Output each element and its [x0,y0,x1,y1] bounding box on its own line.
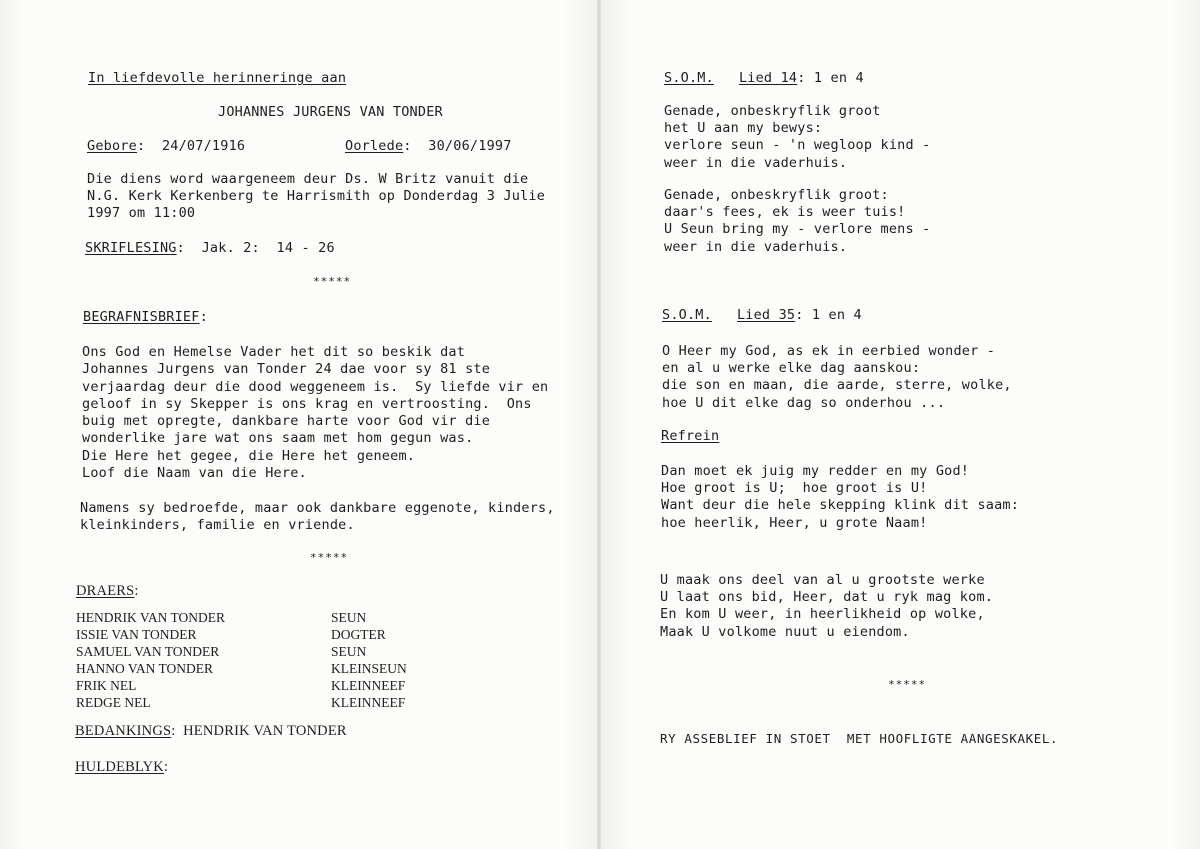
born-value: : 24/07/1916 [136,138,246,154]
family-note [80,500,555,534]
som2-lied: Lied 35 [736,307,796,323]
family-line: kleinkinders, familie en vriende. [80,517,355,534]
born-line [87,138,245,155]
bearers-colon: : [134,583,139,599]
letter-line: Die Here het gegee, die Here het geneem. [82,447,416,464]
som1-heading [664,70,864,87]
bearer-relation: SEUN [331,610,367,625]
service-line: 1997 om 11:00 [87,205,196,222]
hymn-line: U laat ons bid, Heer, dat u ryk mag kom. [660,589,994,606]
hymn-line: en al u werke elke dag aanskou: [662,360,921,377]
hymn-line: Genade, onbeskryflik groot [664,103,881,119]
thanks-label: BEDANKINGS [75,723,172,739]
hymn-line: O Heer my God, as ek in eerbied wonder - [662,343,996,359]
hymn-line: Genade, onbeskryflik groot: [664,187,889,203]
bearer-name: SAMUEL VAN TONDER [76,644,220,659]
died-label: Oorlede [345,138,404,154]
hymn-line: daar's fees, ek is weer tuis! [664,204,906,221]
service-details [87,171,545,223]
died-value: : 30/06/1997 [403,138,512,154]
letter-line: wonderlike jare wat ons saam met hom gegun was. [82,430,474,447]
letter-line: verjaardag deur die dood weggeneem is. Sy liefde vir en [82,378,549,395]
refrain-line: Hoe groot is U; hoe groot is U! [661,480,928,497]
reading-value: : Jak. 2: 14 - 26 [176,240,335,256]
hymn-line: verlore seun - 'n wegloop kind - [664,137,931,154]
born-label: Gebore [87,138,137,154]
letter-line: Johannes Jurgens van Tonder 24 dae voor sy 81 ste [82,361,491,378]
bearer-name: FRIK NEL [76,678,137,693]
bearer-relation: KLEINSEUN [331,661,407,676]
refrain [661,463,1019,532]
closing-instruction: RY ASSEBLIEF IN STOET MET HOOFLIGTE AANGESKAKEL. [660,731,1059,746]
reading-label: SKRIFLESING [85,240,177,256]
refrain-label: Refrein [661,428,720,444]
som1-label: S.O.M. [664,70,714,86]
tribute-label: HULDEBLYK [75,759,164,775]
letter-label: BEGRAFNISBRIEF [83,309,200,325]
hymn-line: die son en maan, die aarde, sterre, wolke, [662,377,1012,394]
service-line: Die diens word waargeneem deur Ds. W Britz vanuit die [87,171,529,187]
letter-colon: : [199,309,208,325]
hymn-line: En kom U weer, in heerlikheid op wolke, [660,606,985,623]
page-fold [597,0,601,849]
som1-verses: : 1 en 4 [797,70,864,86]
bearers-heading [76,583,139,600]
intro-line: In liefdevolle herinneringe aan [88,70,347,86]
thanks-value: : HENDRIK VAN TONDER [171,723,347,739]
hymn1-verse1 [664,103,931,172]
hymn-line: weer in die vaderhuis. [664,154,848,171]
hymn-line: hoe U dit elke dag so onderhou ... [662,394,946,411]
separator-stars: ***** [310,551,349,564]
separator-stars: ***** [888,678,927,691]
service-line: N.G. Kerk Kerkenberg te Harrismith op Donderdag 3 Julie [87,188,546,205]
som2-label: S.O.M. [662,307,712,323]
tribute-line [75,759,168,776]
bearer-name: HENDRIK VAN TONDER [76,610,226,625]
letter-line: geloof in sy Skepper is ons krag en vertroosting. Ons [82,395,532,412]
bearer-relation: KLEINNEEF [331,678,406,693]
deceased-name: JOHANNES JURGENS VAN TONDER [218,104,443,120]
letter-line: Loof die Naam van die Here. [82,465,307,482]
bearer-relation: SEUN [331,644,367,659]
refrain-line: Want deur die hele skepping klink dit saam: [661,497,1020,514]
separator-stars: ***** [313,275,352,288]
family-line: Namens sy bedroefde, maar ook dankbare eggenote, kinders, [80,500,555,516]
hymn2-verse4 [660,572,993,641]
bearer-name: ISSIE VAN TONDER [76,627,197,642]
som2-heading [662,307,862,324]
hymn-line: het U aan my bewys: [664,120,823,137]
som2-verses: : 1 en 4 [795,307,862,323]
refrain-line: Dan moet ek juig my redder en my God! [661,463,970,479]
bearer-name: HANNO VAN TONDER [76,661,214,676]
letter-heading [83,309,208,326]
letter-line: buig met opregte, dankbare harte voor God vir die [82,413,491,430]
hymn1-verse4 [664,187,931,256]
bearer-name: REDGE NEL [76,695,151,710]
hymn2-verse1 [662,343,1012,412]
letter-line: Ons God en Hemelse Vader het dit so beskik dat [82,344,466,360]
hymn-line: U Seun bring my - verlore mens - [664,221,931,238]
thanks-line [75,723,347,740]
bearer-relation: DOGTER [331,627,386,642]
funeral-letter [82,344,548,482]
hymn-line: Maak U volkome nuut u eiendom. [660,623,910,640]
hymn-line: weer in die vaderhuis. [664,238,848,255]
died-line [345,138,512,155]
refrain-line: hoe heerlik, Heer, u grote Naam! [661,514,928,531]
reading-line [85,240,335,257]
tribute-colon: : [163,759,169,775]
bearers-label: DRAERS [76,583,135,599]
hymn-line: U maak ons deel van al u grootste werke [660,572,985,588]
som1-lied: Lied 14 [738,70,798,86]
bearer-relation: KLEINNEEF [331,695,406,710]
